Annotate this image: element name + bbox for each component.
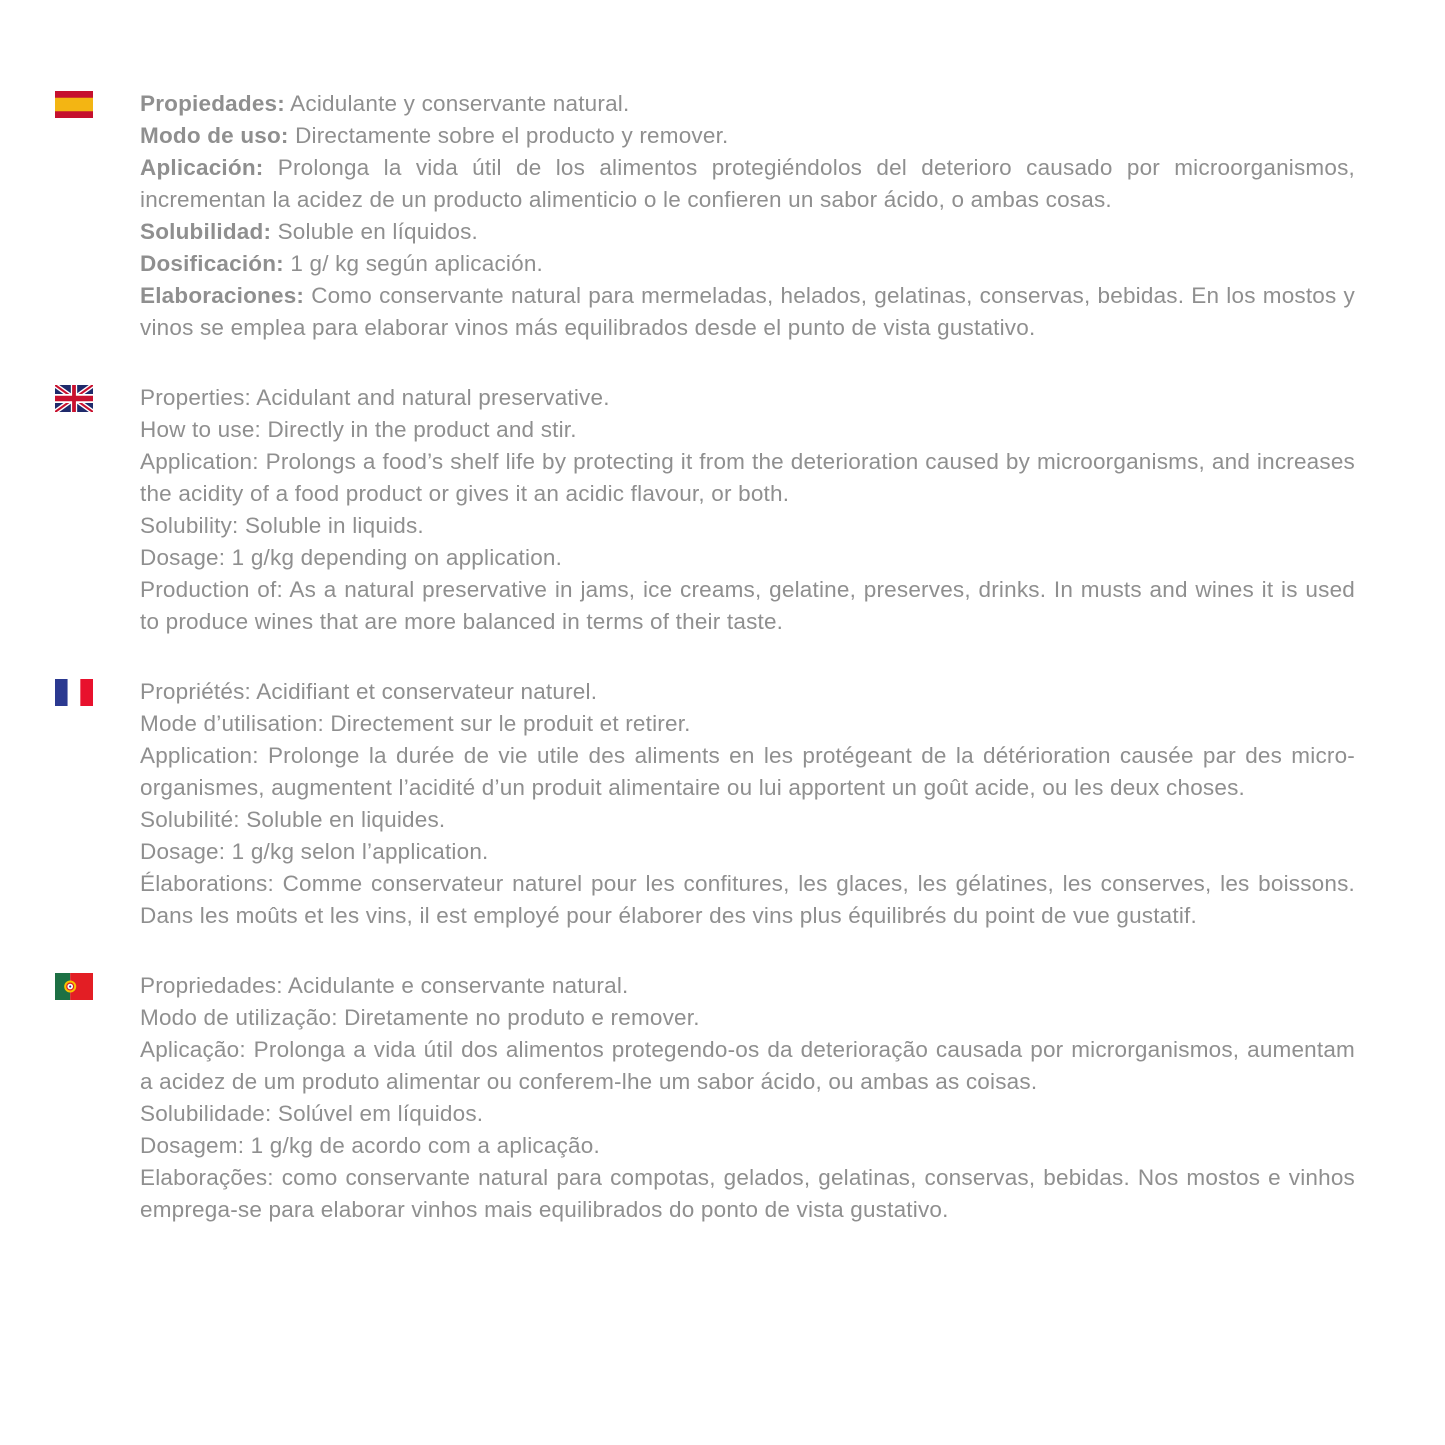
entry-label: Application: — [140, 743, 259, 768]
flag-column — [55, 970, 140, 1000]
info-entry — [140, 216, 1355, 248]
entry-text: Comme conservateur naturel pour les confitures, les glaces, les gélatines, les conserves, les boissons. Dans les moûts et les vins, il est employé pour élaborer des vins plus équilibrés du point de vue gustatif. — [140, 871, 1356, 928]
flag-column — [55, 676, 140, 706]
entry-label: Production of: — [140, 577, 283, 602]
info-entry — [140, 740, 1355, 804]
entry-label: Modo de uso: — [140, 123, 289, 148]
entry-text: 1 g/kg depending on application. — [231, 545, 563, 570]
info-entry — [140, 510, 1355, 542]
entry-text: Como conservante natural para mermeladas, helados, gelatinas, conservas, bebidas. En los mostos y vinos se emplea para elaborar vinos más equilibrados desde el punto de vista gustativo. — [140, 283, 1356, 340]
info-entry — [140, 676, 1355, 708]
entry-text: Directamente sobre el producto y remover. — [295, 123, 729, 148]
entry-text: Soluble en liquides. — [246, 807, 446, 832]
entry-label: Propiedades: — [140, 91, 285, 116]
entry-text: 1 g/kg de acordo com a aplicação. — [250, 1133, 600, 1158]
entry-text: Acidulante y conservante natural. — [290, 91, 630, 116]
entry-text: Prolongs a food’s shelf life by protecting it from the deterioration caused by microorganisms, and increases the acidity of a food product or gives it an acidic flavour, or both. — [140, 449, 1356, 506]
section-french — [55, 676, 1355, 932]
info-entry — [140, 88, 1355, 120]
section-portuguese — [55, 970, 1355, 1226]
info-entry — [140, 1130, 1355, 1162]
info-entry — [140, 574, 1355, 638]
entry-label: Aplicación: — [140, 155, 264, 180]
section-spanish — [55, 88, 1355, 344]
flag-column — [55, 88, 140, 118]
info-entry — [140, 804, 1355, 836]
info-entry — [140, 382, 1355, 414]
entry-label: Dosificación: — [140, 251, 284, 276]
info-entry — [140, 708, 1355, 740]
entry-label: Application: — [140, 449, 259, 474]
info-entry — [140, 120, 1355, 152]
entry-label: Dosage: — [140, 839, 226, 864]
entry-label: Propriedades: — [140, 973, 283, 998]
entry-text: 1 g/kg selon l’application. — [231, 839, 489, 864]
entry-text: 1 g/ kg según aplicación. — [290, 251, 543, 276]
entry-label: Elaboraciones: — [140, 283, 305, 308]
entry-text: Prolonge la durée de vie utile des aliments en les protégeant de la détérioration causée par des micro-organismes, augmentent l’acidité d’un produit alimentaire ou lui apportent un goût acide, ou les deux choses. — [140, 743, 1355, 800]
entry-text: Solúvel em líquidos. — [277, 1101, 484, 1126]
entry-text: Acidifiant et conservateur naturel. — [256, 679, 598, 704]
entry-text: Acidulant and natural preservative. — [256, 385, 610, 410]
france-flag-icon — [55, 679, 93, 706]
entry-label: Elaborações: — [140, 1165, 274, 1190]
info-entry — [140, 1162, 1355, 1226]
entry-text: As a natural preservative in jams, ice creams, gelatine, preserves, drinks. In musts and wines it is used to produce wines that are more balanced in terms of their taste. — [140, 577, 1355, 634]
entry-label: Solubilité: — [140, 807, 240, 832]
info-entry — [140, 152, 1355, 216]
entry-text: como conservante natural para compotas, gelados, gelatinas, conservas, bebidas. Nos mostos e vinhos emprega-se para elaborar vinhos mais equilibrados do ponto de vista gustativo. — [140, 1165, 1356, 1222]
entry-label: Mode d’utilisation: — [140, 711, 324, 736]
portugal-flag-icon — [55, 973, 93, 1000]
info-entry — [140, 248, 1355, 280]
info-entry — [140, 970, 1355, 1002]
entry-text: Directement sur le produit et retirer. — [330, 711, 691, 736]
info-entry — [140, 1002, 1355, 1034]
entry-label: Élaborations: — [140, 871, 274, 896]
entry-label: Properties: — [140, 385, 251, 410]
entry-text: Prolonga a vida útil dos alimentos protegendo-os da deterioração causada por microrganismos, aumentam a acidez de um produto alimentar ou conferem-lhe um sabor ácido, ou ambas as coisas. — [140, 1037, 1356, 1094]
entry-label: Solubilidad: — [140, 219, 272, 244]
entry-label: Dosagem: — [140, 1133, 245, 1158]
entry-label: Aplicação: — [140, 1037, 246, 1062]
info-entry — [140, 1034, 1355, 1098]
info-entry — [140, 868, 1355, 932]
entry-text: Diretamente no produto e remover. — [344, 1005, 700, 1030]
entry-label: Solubility: — [140, 513, 239, 538]
info-entry — [140, 836, 1355, 868]
flag-column — [55, 382, 140, 412]
section-text — [140, 676, 1355, 932]
entry-label: Solubilidade: — [140, 1101, 272, 1126]
info-entry — [140, 542, 1355, 574]
info-entry — [140, 414, 1355, 446]
info-entry — [140, 446, 1355, 510]
section-text — [140, 382, 1355, 638]
entry-text: Soluble en líquidos. — [277, 219, 478, 244]
entry-text: Directly in the product and stir. — [267, 417, 577, 442]
section-text — [140, 970, 1355, 1226]
entry-text: Prolonga la vida útil de los alimentos protegiéndolos del deterioro causado por microorganismos, incrementan la acidez de un producto alimenticio o le confieren un sabor ácido, o ambas cosas. — [140, 155, 1355, 212]
info-entry — [140, 1098, 1355, 1130]
info-entry — [140, 280, 1355, 344]
section-text — [140, 88, 1355, 344]
uk-flag-icon — [55, 385, 93, 412]
entry-label: Modo de utilização: — [140, 1005, 338, 1030]
entry-label: Dosage: — [140, 545, 226, 570]
entry-text: Soluble in liquids. — [244, 513, 424, 538]
spain-flag-icon — [55, 91, 93, 118]
entry-text: Acidulante e conservante natural. — [287, 973, 629, 998]
entry-label: Propriétés: — [140, 679, 251, 704]
entry-label: How to use: — [140, 417, 262, 442]
section-english — [55, 382, 1355, 638]
